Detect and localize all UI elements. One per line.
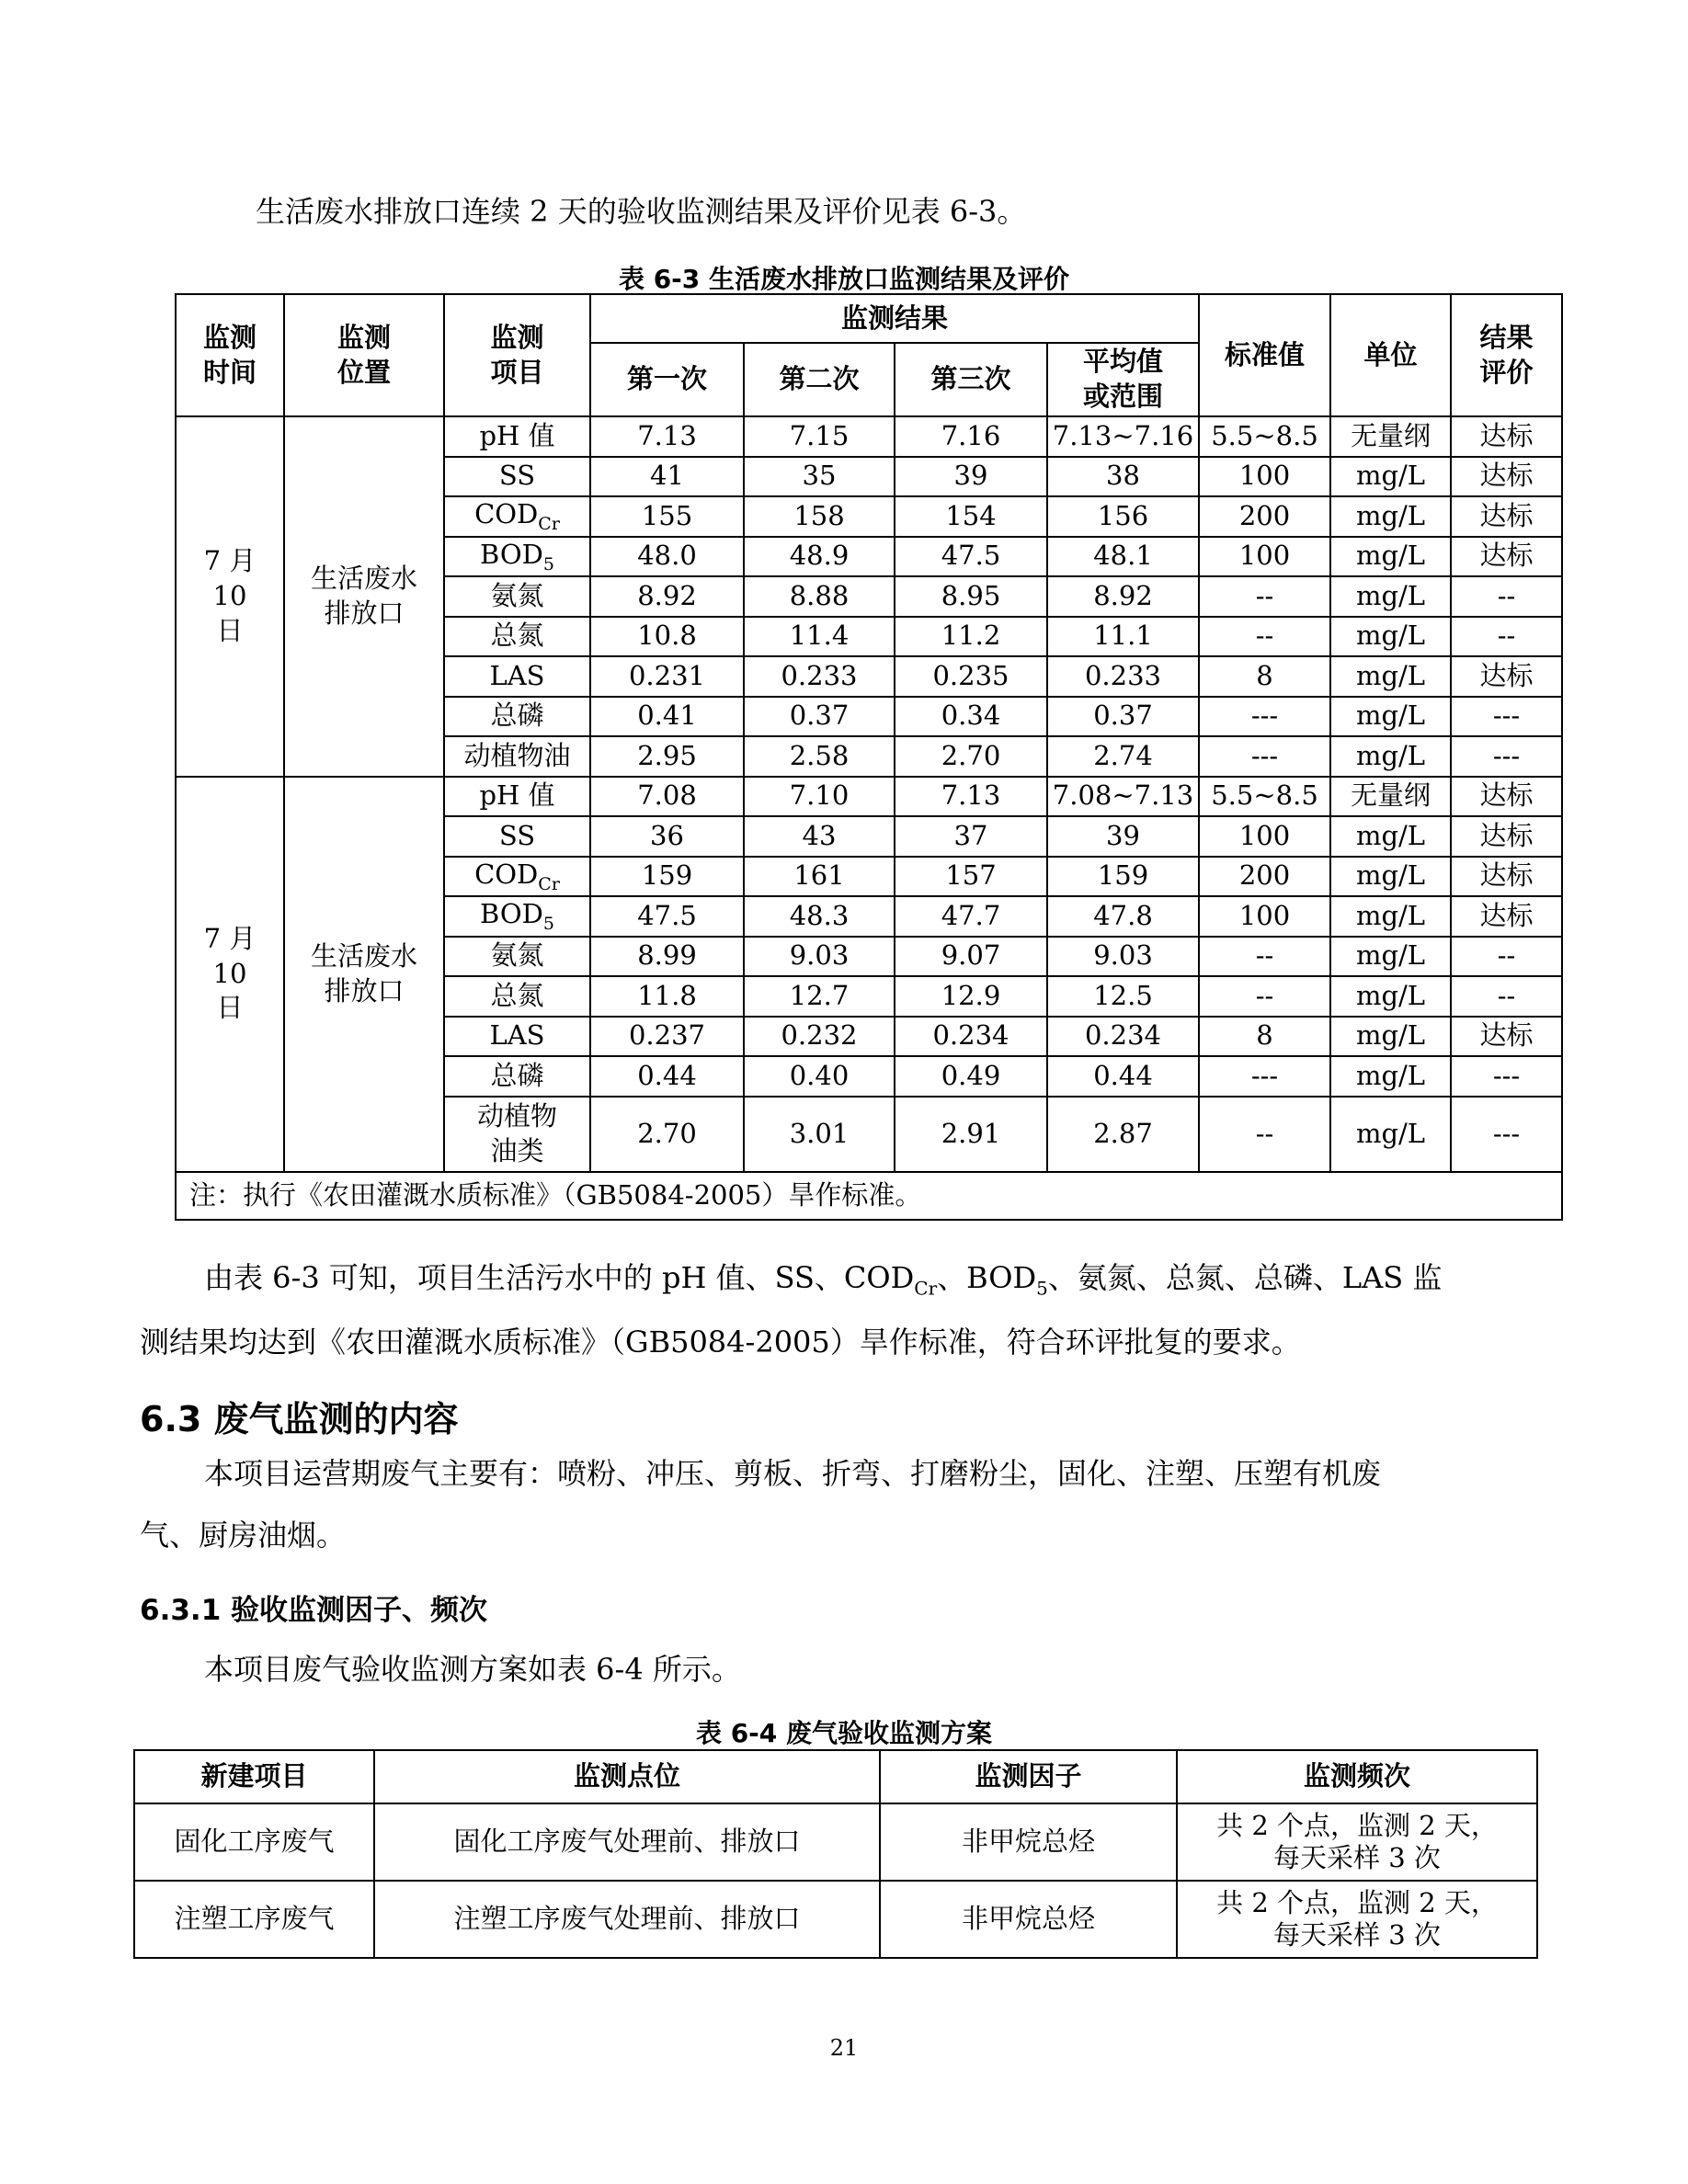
cell-unit: mg/L — [1330, 537, 1451, 577]
cell-std: -- — [1199, 1097, 1330, 1172]
cell-v2: 158 — [744, 496, 895, 537]
cell-v2: 7.10 — [744, 777, 895, 817]
table-row — [176, 416, 1562, 457]
cell-std: 200 — [1199, 857, 1330, 897]
cell-eval: 达标 — [1451, 416, 1562, 457]
cell-eval: 达标 — [1451, 816, 1562, 857]
t64-cell: 固化工序废气 — [134, 1803, 374, 1881]
cell-v1: 0.231 — [590, 656, 744, 697]
section-6-3-title: 6.3 废气监测的内容 — [140, 1399, 459, 1439]
cell-unit: mg/L — [1330, 896, 1451, 937]
cell-avg: 38 — [1047, 457, 1199, 497]
monitor-item — [444, 416, 590, 457]
cell-eval: 达标 — [1451, 496, 1562, 537]
monitor-date: 7 月10 日 — [176, 777, 284, 1172]
monitor-item — [444, 896, 590, 937]
cell-v3: 8.95 — [895, 576, 1047, 617]
monitor-item-label: 氨氮 — [490, 939, 544, 972]
cell-std: 8 — [1199, 1017, 1330, 1057]
header-location: 监测位置 — [284, 294, 444, 416]
t64-cell: 固化工序废气处理前、排放口 — [374, 1803, 880, 1881]
cell-avg: 0.234 — [1047, 1017, 1199, 1057]
cell-v2: 161 — [744, 857, 895, 897]
conclusion-sub-5: 5 — [1036, 1277, 1048, 1300]
cell-avg: 12.5 — [1047, 976, 1199, 1017]
cell-v1: 2.70 — [590, 1097, 744, 1172]
cell-v3: 9.07 — [895, 937, 1047, 977]
cell-v2: 0.232 — [744, 1017, 895, 1057]
cell-v1: 41 — [590, 457, 744, 497]
cell-v3: 37 — [895, 816, 1047, 857]
cell-avg: 8.92 — [1047, 576, 1199, 617]
cell-v3: 2.70 — [895, 736, 1047, 777]
cell-v3: 7.13 — [895, 777, 1047, 817]
cell-unit: mg/L — [1330, 1097, 1451, 1172]
cell-v3: 2.91 — [895, 1097, 1047, 1172]
monitor-item-label: SS — [498, 819, 536, 851]
t64-cell: 注塑工序废气处理前、排放口 — [374, 1881, 880, 1958]
cell-v2: 35 — [744, 457, 895, 497]
cell-v2: 9.03 — [744, 937, 895, 977]
cell-v3: 154 — [895, 496, 1047, 537]
cell-v1: 2.95 — [590, 736, 744, 777]
cell-v3: 157 — [895, 857, 1047, 897]
header-avg: 平均值或范围 — [1047, 343, 1199, 416]
cell-eval: 达标 — [1451, 1017, 1562, 1057]
cell-unit: mg/L — [1330, 496, 1451, 537]
monitor-item-label: 氨氮 — [490, 579, 544, 611]
cell-unit: mg/L — [1330, 857, 1451, 897]
monitor-item-label: 动植物油类 — [476, 1099, 557, 1166]
cell-unit: 无量纲 — [1330, 416, 1451, 457]
cell-eval: 达标 — [1451, 857, 1562, 897]
page-number: 21 — [829, 2035, 859, 2061]
cell-unit: 无量纲 — [1330, 777, 1451, 817]
header-results: 监测结果 — [590, 294, 1199, 343]
cell-unit: mg/L — [1330, 976, 1451, 1017]
conclusion-line-2: 测结果均达到《农田灌溉水质标准》（GB5084-2005）旱作标准，符合环评批复的要求。 — [140, 1325, 1301, 1359]
cell-std: --- — [1199, 697, 1330, 737]
cell-avg: 9.03 — [1047, 937, 1199, 977]
t64-cell: 共 2 个点，监测 2 天，每天采样 3 次 — [1177, 1803, 1537, 1881]
cell-eval: 达标 — [1451, 537, 1562, 577]
table-row — [134, 1803, 1537, 1881]
monitor-item — [444, 457, 590, 497]
cell-v3: 47.7 — [895, 896, 1047, 937]
table-6-3 — [175, 293, 1563, 1221]
monitor-item-label: 总磷 — [490, 1059, 544, 1091]
cell-v3: 7.16 — [895, 416, 1047, 457]
cell-v2: 2.58 — [744, 736, 895, 777]
monitor-item — [444, 976, 590, 1017]
monitor-item — [444, 576, 590, 617]
cell-v2: 0.40 — [744, 1056, 895, 1097]
monitor-item — [444, 857, 590, 897]
header-time: 监测时间 — [176, 294, 284, 416]
cell-std: 100 — [1199, 816, 1330, 857]
section-6-3-para-line-2: 气、厨房油烟。 — [140, 1518, 347, 1553]
cell-std: --- — [1199, 736, 1330, 777]
cell-v3: 0.235 — [895, 656, 1047, 697]
cell-v1: 11.8 — [590, 976, 744, 1017]
cell-std: --- — [1199, 1056, 1330, 1097]
monitor-item-label: BOD — [480, 538, 543, 570]
cell-v1: 0.41 — [590, 697, 744, 737]
cell-std: 100 — [1199, 537, 1330, 577]
cell-avg: 0.37 — [1047, 697, 1199, 737]
cell-v3: 12.9 — [895, 976, 1047, 1017]
cell-unit: mg/L — [1330, 656, 1451, 697]
cell-unit: mg/L — [1330, 697, 1451, 737]
header-evaluation: 结果评价 — [1451, 294, 1562, 416]
monitor-item — [444, 777, 590, 817]
t64-header-project: 新建项目 — [134, 1750, 374, 1803]
cell-eval: --- — [1451, 1097, 1562, 1172]
cell-std: 100 — [1199, 896, 1330, 937]
table-row — [134, 1881, 1537, 1958]
cell-avg: 159 — [1047, 857, 1199, 897]
cell-eval: 达标 — [1451, 896, 1562, 937]
cell-v1: 155 — [590, 496, 744, 537]
header-first: 第一次 — [590, 343, 744, 416]
monitor-item-subscript: 5 — [542, 913, 554, 934]
header-third: 第三次 — [895, 343, 1047, 416]
cell-std: -- — [1199, 617, 1330, 657]
monitor-item-subscript: 5 — [542, 553, 554, 574]
cell-v1: 48.0 — [590, 537, 744, 577]
cell-v1: 36 — [590, 816, 744, 857]
t64-header-point: 监测点位 — [374, 1750, 880, 1803]
cell-std: -- — [1199, 976, 1330, 1017]
cell-v2: 3.01 — [744, 1097, 895, 1172]
table-6-3-caption: 表 6-3 生活废水排放口监测结果及评价 — [618, 264, 1070, 294]
cell-v3: 0.34 — [895, 697, 1047, 737]
t64-header-factor: 监测因子 — [880, 1750, 1177, 1803]
section-6-3-1-title: 6.3.1 验收监测因子、频次 — [140, 1594, 488, 1627]
header-item: 监测项目 — [444, 294, 590, 416]
t64-header-frequency: 监测频次 — [1177, 1750, 1537, 1803]
monitor-item — [444, 1017, 590, 1057]
t64-cell: 非甲烷总烃 — [880, 1881, 1177, 1958]
cell-v1: 159 — [590, 857, 744, 897]
conclusion-text-b: 、BOD — [937, 1260, 1037, 1295]
cell-v3: 0.49 — [895, 1056, 1047, 1097]
conclusion-line-1 — [204, 1260, 1443, 1300]
monitor-location: 生活废水排放口 — [284, 777, 444, 1172]
cell-avg: 0.44 — [1047, 1056, 1199, 1097]
cell-std: -- — [1199, 576, 1330, 617]
section-6-3-para-line-1: 本项目运营期废气主要有：喷粉、冲压、剪板、折弯、打磨粉尘，固化、注塑、压塑有机废 — [204, 1456, 1382, 1491]
cell-std: 100 — [1199, 457, 1330, 497]
cell-unit: mg/L — [1330, 736, 1451, 777]
intro-paragraph: 生活废水排放口连续 2 天的验收监测结果及评价见表 6-3。 — [256, 194, 1027, 229]
cell-avg: 156 — [1047, 496, 1199, 537]
monitor-item-subscript: Cr — [538, 873, 560, 894]
t64-cell: 注塑工序废气 — [134, 1881, 374, 1958]
monitor-item-label: COD — [474, 858, 539, 890]
cell-v3: 39 — [895, 457, 1047, 497]
cell-v1: 8.92 — [590, 576, 744, 617]
header-standard: 标准值 — [1199, 294, 1330, 416]
cell-eval: 达标 — [1451, 777, 1562, 817]
cell-eval: --- — [1451, 697, 1562, 737]
cell-v2: 8.88 — [744, 576, 895, 617]
monitor-item-label: 总磷 — [490, 700, 544, 732]
table-6-4-caption: 表 6-4 废气验收监测方案 — [695, 1718, 993, 1748]
monitor-item — [444, 736, 590, 777]
cell-v3: 11.2 — [895, 617, 1047, 657]
t64-cell: 非甲烷总烃 — [880, 1803, 1177, 1881]
cell-avg: 2.87 — [1047, 1097, 1199, 1172]
cell-eval: -- — [1451, 976, 1562, 1017]
cell-unit: mg/L — [1330, 617, 1451, 657]
cell-std: 5.5~8.5 — [1199, 416, 1330, 457]
table-6-3-note: 注：执行《农田灌溉水质标准》（GB5084-2005）旱作标准。 — [176, 1172, 1562, 1220]
table-6-4 — [133, 1749, 1538, 1959]
cell-avg: 39 — [1047, 816, 1199, 857]
cell-avg: 0.233 — [1047, 656, 1199, 697]
cell-unit: mg/L — [1330, 937, 1451, 977]
conclusion-text-c: 、氨氮、总氮、总磷、LAS 监 — [1047, 1260, 1443, 1295]
monitor-item-label: COD — [474, 498, 539, 529]
cell-avg: 7.08~7.13 — [1047, 777, 1199, 817]
cell-std: 200 — [1199, 496, 1330, 537]
monitor-item — [444, 537, 590, 577]
monitor-item-label: 动植物油 — [463, 739, 571, 771]
cell-avg: 48.1 — [1047, 537, 1199, 577]
t64-cell: 共 2 个点，监测 2 天，每天采样 3 次 — [1177, 1881, 1537, 1958]
cell-avg: 7.13~7.16 — [1047, 416, 1199, 457]
cell-v2: 7.15 — [744, 416, 895, 457]
conclusion-sub-cr: Cr — [914, 1277, 938, 1300]
cell-v1: 8.99 — [590, 937, 744, 977]
cell-v2: 48.3 — [744, 896, 895, 937]
cell-unit: mg/L — [1330, 1017, 1451, 1057]
monitor-location: 生活废水排放口 — [284, 416, 444, 777]
monitor-item-label: BOD — [480, 898, 543, 929]
cell-std: -- — [1199, 937, 1330, 977]
monitor-item-label: pH 值 — [479, 779, 555, 812]
monitor-item-label: LAS — [489, 1019, 545, 1052]
monitor-date: 7 月10 日 — [176, 416, 284, 777]
cell-eval: --- — [1451, 736, 1562, 777]
monitor-item-subscript: Cr — [538, 513, 560, 534]
cell-v1: 10.8 — [590, 617, 744, 657]
monitor-item-label: LAS — [489, 659, 545, 691]
cell-v2: 43 — [744, 816, 895, 857]
table-row — [176, 777, 1562, 817]
monitor-item-label: SS — [498, 460, 536, 492]
cell-unit: mg/L — [1330, 816, 1451, 857]
cell-v2: 0.233 — [744, 656, 895, 697]
header-second: 第二次 — [744, 343, 895, 416]
cell-v1: 7.08 — [590, 777, 744, 817]
conclusion-text-a: 由表 6-3 可知，项目生活污水中的 pH 值、SS、COD — [204, 1260, 915, 1295]
cell-unit: mg/L — [1330, 576, 1451, 617]
cell-avg: 11.1 — [1047, 617, 1199, 657]
cell-eval: -- — [1451, 617, 1562, 657]
monitor-item — [444, 937, 590, 977]
monitor-item-label: 总氮 — [490, 620, 544, 652]
cell-v2: 0.37 — [744, 697, 895, 737]
monitor-item-label: pH 值 — [479, 419, 555, 451]
monitor-item — [444, 656, 590, 697]
cell-avg: 2.74 — [1047, 736, 1199, 777]
cell-unit: mg/L — [1330, 457, 1451, 497]
monitor-item — [444, 496, 590, 537]
header-unit: 单位 — [1330, 294, 1451, 416]
cell-v2: 12.7 — [744, 976, 895, 1017]
cell-eval: 达标 — [1451, 656, 1562, 697]
cell-v1: 0.237 — [590, 1017, 744, 1057]
cell-v2: 48.9 — [744, 537, 895, 577]
cell-std: 5.5~8.5 — [1199, 777, 1330, 817]
cell-avg: 47.8 — [1047, 896, 1199, 937]
cell-eval: 达标 — [1451, 457, 1562, 497]
monitor-item — [444, 816, 590, 857]
cell-v1: 7.13 — [590, 416, 744, 457]
monitor-item-label: 总氮 — [490, 979, 544, 1011]
monitor-item — [444, 697, 590, 737]
cell-v3: 47.5 — [895, 537, 1047, 577]
cell-eval: -- — [1451, 576, 1562, 617]
cell-eval: --- — [1451, 1056, 1562, 1097]
cell-unit: mg/L — [1330, 1056, 1451, 1097]
cell-v1: 0.44 — [590, 1056, 744, 1097]
cell-std: 8 — [1199, 656, 1330, 697]
section-6-3-1-para: 本项目废气验收监测方案如表 6-4 所示。 — [204, 1652, 741, 1687]
cell-v2: 11.4 — [744, 617, 895, 657]
cell-v1: 47.5 — [590, 896, 744, 937]
monitor-item — [444, 1097, 590, 1172]
monitor-item — [444, 1056, 590, 1097]
cell-v3: 0.234 — [895, 1017, 1047, 1057]
cell-eval: -- — [1451, 937, 1562, 977]
monitor-item — [444, 617, 590, 657]
